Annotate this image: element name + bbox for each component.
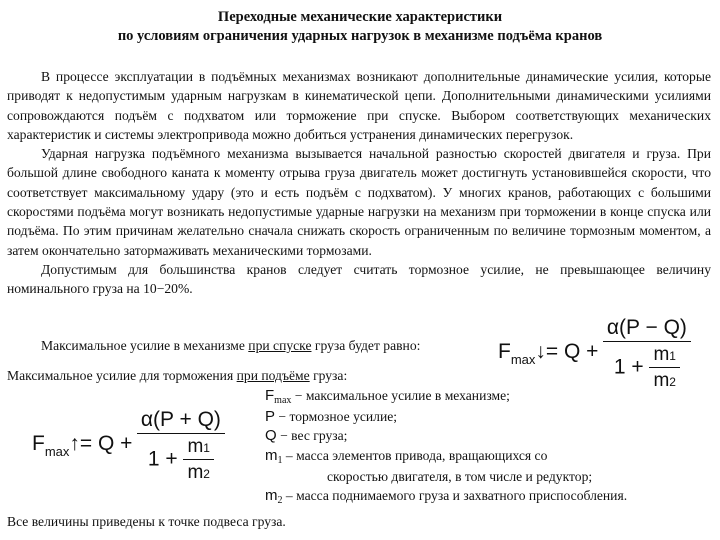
formula-lhs: = Q + — [545, 340, 599, 364]
formula-f-sub: max — [510, 352, 536, 368]
formula-m2: m — [653, 370, 670, 391]
formula-f-sub: max — [44, 444, 70, 460]
formula-m2: m — [187, 462, 204, 483]
body-text — [7, 67, 711, 299]
formula-m2-sub: 2 — [203, 467, 210, 481]
legend-subscript: 1 — [277, 454, 283, 466]
legend-item — [265, 386, 627, 407]
legend-text: − вес груза; — [276, 428, 348, 444]
legend-text: − тормозное усилие; — [275, 409, 398, 425]
ascent-sentence — [7, 366, 347, 385]
formula-ascent — [32, 408, 225, 484]
legend-text: – масса поднимаемого груза и захватного приспособления. — [282, 488, 628, 504]
ascent-underlined: при подъёме — [236, 368, 310, 383]
formula-m2-sub: 2 — [669, 375, 676, 389]
paragraph-1: В процессе эксплуатации в подъёмных механизмах возникают дополнительные динамические усилия, которые приводят к недопустимым ударным нагрузкам в кинематической цепи. Дополнительными динамическими усилиями сопровождаются подъём с подхватом или торможение при спуске. Выбором соответствующих механических характеристик и системы электропривода можно добиться устранения динамических перегрузок. — [7, 69, 711, 142]
descent-underlined: при спуске — [248, 338, 312, 353]
legend-text: – масса элементов привода, вращающихся со — [282, 447, 548, 463]
legend-item-continuation: скоростью двигателя, в том числе и редуктор; — [327, 468, 593, 484]
footer-note: Все величины приведены к точке подвеса груза. — [7, 514, 286, 529]
symbols-legend — [265, 386, 627, 507]
document-title — [0, 8, 720, 46]
formula-den-one: 1 + — [147, 447, 178, 471]
legend-symbol: Q — [265, 427, 277, 445]
descent-sentence — [41, 336, 420, 355]
legend-item — [265, 446, 627, 467]
legend-symbol: P — [265, 408, 276, 426]
formula-descent — [498, 316, 691, 392]
formula-f: F — [32, 432, 45, 456]
legend-symbol: F — [265, 387, 275, 404]
formula-lhs: = Q + — [79, 432, 133, 456]
paragraph-3: Допустимым для большинства кранов следует считать тормозное усилие, не превышающее величину номинального груза на 10−20%. — [7, 261, 711, 297]
formula-fraction — [137, 408, 225, 484]
legend-item — [265, 426, 627, 445]
ascent-before: Максимальное усилие для торможения — [7, 368, 237, 383]
legend-item — [265, 407, 627, 426]
legend-text: − максимальное усилие в механизме; — [291, 388, 510, 403]
formula-m1-sub: 1 — [203, 441, 210, 455]
legend-symbol: m — [265, 446, 278, 464]
formula-m1-sub: 1 — [669, 349, 676, 363]
title-line-1: Переходные механические характеристики — [217, 9, 503, 25]
formula-numerator: α(P − Q) — [603, 316, 691, 342]
legend-subscript: max — [274, 395, 292, 406]
legend-symbol: m — [265, 487, 278, 505]
formula-arrow: ↑ — [69, 432, 80, 456]
formula-inner-fraction — [649, 344, 680, 392]
formula-arrow: ↓ — [535, 340, 546, 364]
paragraph-2: Ударная нагрузка подъёмного механизма вызывается начальной разностью скоростей двигателя и груза. При большой длине свободного каната к моменту отрыва груза двигатель может достигнуть установившейся скорости, что соответствует максимальному удару (это и есть подъём с подхватом). У многих кранов, работающих с большими скоростями подъёма могут возникать недопустимые ударные нагрузки на механизм при торможении в конце спуска или подъёма. По этим причинам желательно сначала снижать скорость ограниченным по величине тормозным моментом, а затем окончательно затормаживать механическими тормозами. — [7, 146, 711, 258]
formula-inner-fraction — [183, 436, 214, 484]
legend-subscript: 2 — [277, 495, 283, 507]
formula-den-one: 1 + — [613, 355, 644, 379]
legend-item — [265, 486, 627, 507]
descent-before: Максимальное усилие в механизме — [41, 338, 249, 353]
formula-fraction — [603, 316, 691, 392]
formula-f: F — [498, 340, 511, 364]
formula-numerator: α(P + Q) — [137, 408, 225, 434]
formula-denominator — [603, 342, 691, 392]
formula-m1: m — [187, 436, 204, 457]
formula-m1: m — [653, 344, 670, 365]
descent-after: груза будет равно: — [311, 338, 421, 353]
formula-denominator — [137, 434, 225, 484]
title-line-2: по условиям ограничения ударных нагрузок в механизме подъёма кранов — [117, 28, 603, 44]
ascent-after: груза: — [309, 368, 348, 383]
